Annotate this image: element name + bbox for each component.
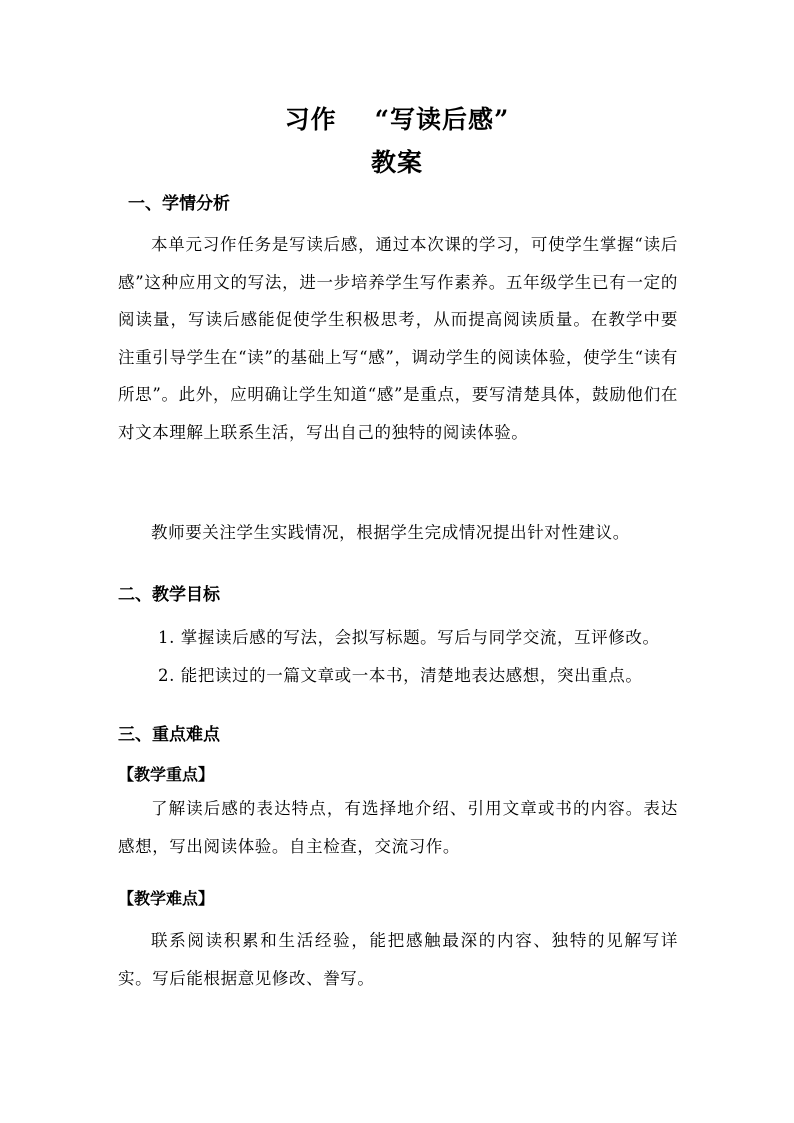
section2-heading: 二、教学目标 [118, 585, 220, 605]
section1-heading: 一、学情分析 [128, 194, 230, 214]
title-part1: 习作 [284, 105, 337, 134]
section1-paragraph-2: 教师要关注学生实践情况，根据学生完成情况提出针对性建议。 [151, 523, 630, 542]
section3-heading: 三、重点难点 [118, 725, 220, 745]
difficult-points-label: 【教学难点】 [118, 889, 215, 908]
section1-paragraph-1: 本单元习作任务是写读后感，通过本次课的学习，可使学生掌握“读后感”这种应用文的写法，进一步培养学生写作素养。五年级学生已有一定的阅读量，写读后感能促使学生积极思考，从而提高阅读质量。在教学中要注重引导学生在“读”的基础上写“感”，调动学生的阅读体验，使学生“读有所思”。此外，应明确让学生知道“感”是重点，要写清楚具体，鼓励他们在对文本理解上联系生活，写出自己的独特的阅读体验。 [118, 235, 678, 442]
objective-item-2: 2. 能把读过的一篇文章或一本书，清楚地表达感想，突出重点。 [158, 666, 643, 685]
document-subtitle: 教案 [370, 148, 423, 177]
difficult-points-text: 联系阅读积累和生活经验，能把感触最深的内容、独特的见解写详实。写后能根据意见修改、誊写。 [118, 931, 678, 988]
title-part2: “写读后感” [374, 105, 510, 134]
key-points-text: 了解读后感的表达特点，有选择地介绍、引用文章或书的内容。表达感想，写出阅读体验。自主检查，交流习作。 [118, 799, 678, 856]
objective-item-1: 1. 掌握读后感的写法，会拟写标题。写后与同学交流，互评修改。 [158, 628, 660, 647]
key-points-label: 【教学重点】 [118, 765, 215, 784]
document-title [0, 100, 794, 136]
